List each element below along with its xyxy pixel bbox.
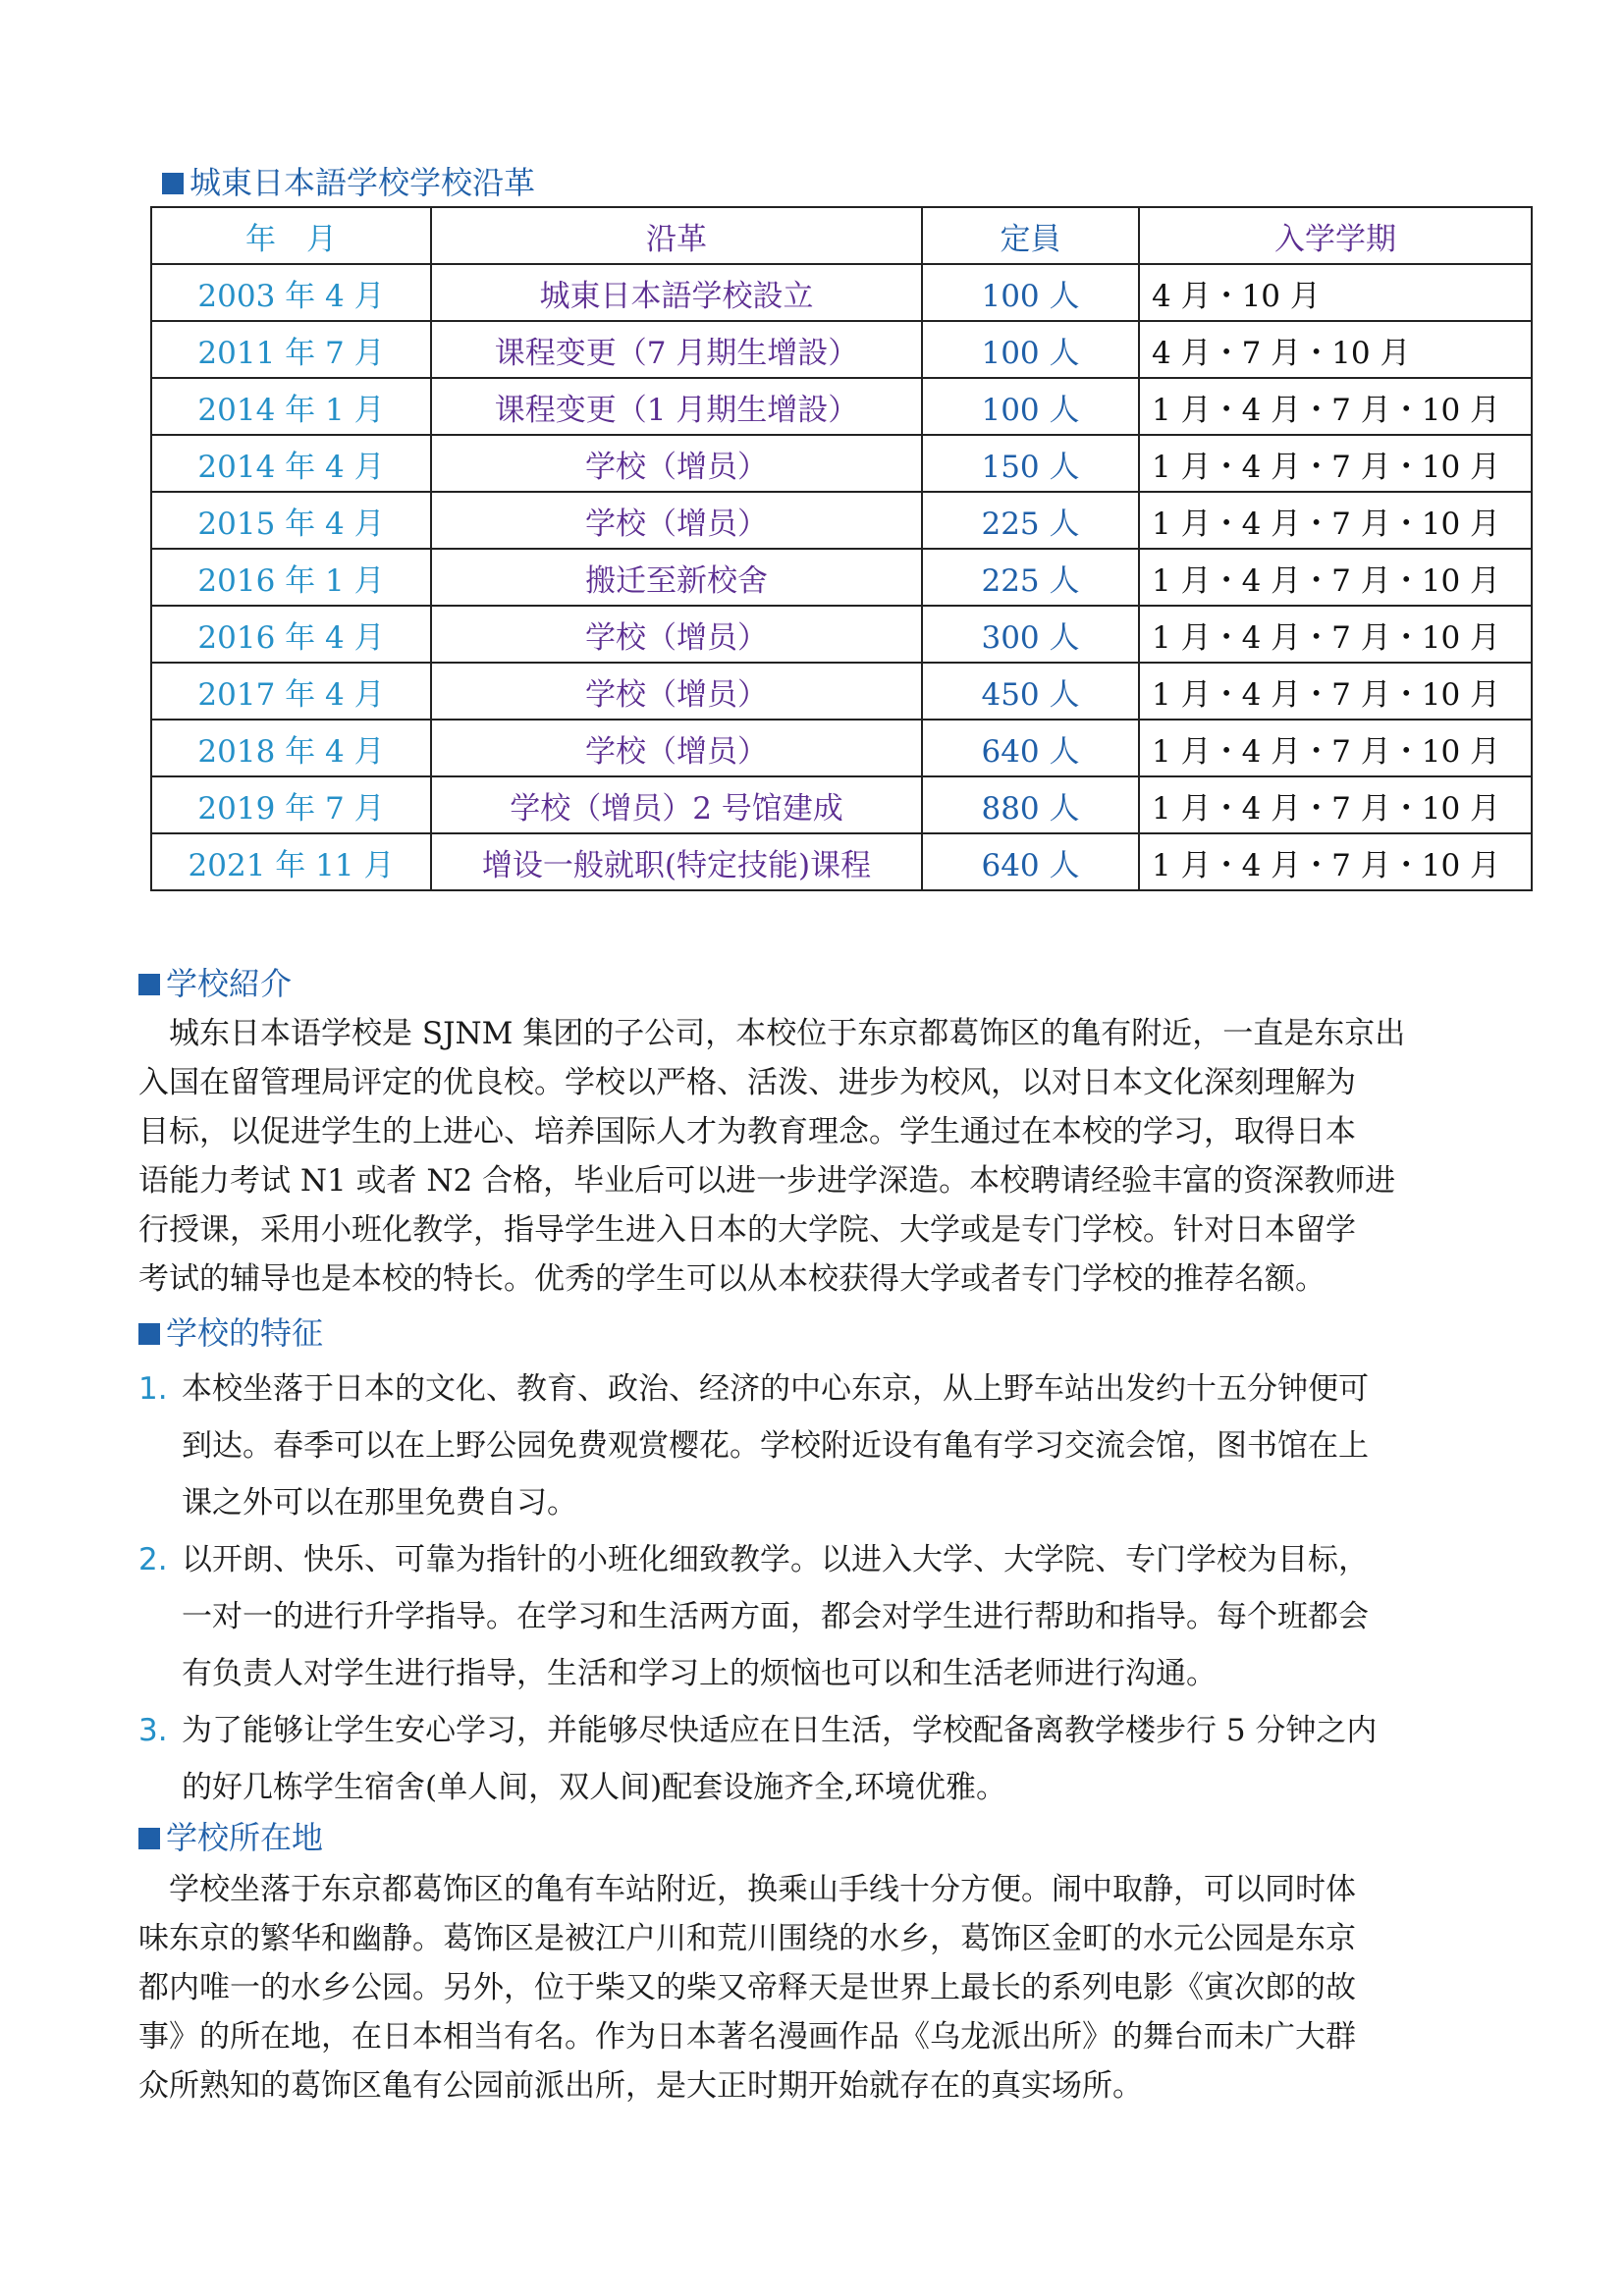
location-section-title: 学校所在地 xyxy=(138,1818,323,1857)
list-item-number: 1. xyxy=(138,1371,168,1407)
cell-history: 学校（增员） xyxy=(431,435,922,492)
cell-capacity: 640 人 xyxy=(922,833,1139,890)
text-line: 为了能够让学生安心学习，并能够尽快适应在日生活，学校配备离教学楼步行 5 分钟之内 xyxy=(182,1713,1378,1748)
table-row xyxy=(151,492,1532,549)
cell-capacity: 225 人 xyxy=(922,549,1139,606)
cell-history: 学校（增员） xyxy=(431,663,922,720)
text-line: 以开朗、快乐、可靠为指针的小班化细致教学。以进入大学、大学院、专门学校为目标， xyxy=(182,1542,1369,1577)
cell-capacity: 225 人 xyxy=(922,492,1139,549)
cell-capacity: 100 人 xyxy=(922,378,1139,435)
table-row xyxy=(151,663,1532,720)
cell-history: 学校（增员）2 号馆建成 xyxy=(431,776,922,833)
cell-year: 2014 年 1 月 xyxy=(151,378,431,435)
cell-term: 1 月・4 月・7 月・10 月 xyxy=(1139,720,1532,776)
cell-year: 2015 年 4 月 xyxy=(151,492,431,549)
header-year: 年 月 xyxy=(151,207,431,264)
text-line: 味东京的繁华和幽静。葛饰区是被江户川和荒川围绕的水乡，葛饰区金町的水元公园是东京 xyxy=(138,1921,1356,1956)
list-item-number: 2. xyxy=(138,1542,168,1577)
history-table xyxy=(150,206,1533,891)
intro-paragraph xyxy=(138,1009,1493,1304)
cell-year: 2016 年 1 月 xyxy=(151,549,431,606)
table-row xyxy=(151,264,1532,321)
text-line: 事》的所在地，在日本相当有名。作为日本著名漫画作品《乌龙派出所》的舞台而未广大群 xyxy=(138,2019,1356,2055)
list-item-text xyxy=(182,1531,1513,1702)
cell-term: 1 月・4 月・7 月・10 月 xyxy=(1139,833,1532,890)
cell-term: 1 月・4 月・7 月・10 月 xyxy=(1139,663,1532,720)
history-section-title: 城東日本語学校学校沿革 xyxy=(162,163,535,202)
square-bullet-icon xyxy=(162,173,184,194)
cell-year: 2018 年 4 月 xyxy=(151,720,431,776)
text-line: 入国在留管理局评定的优良校。学校以严格、活泼、进步为校风，以对日本文化深刻理解为 xyxy=(138,1065,1356,1100)
header-history: 沿革 xyxy=(431,207,922,264)
cell-capacity: 100 人 xyxy=(922,264,1139,321)
cell-capacity: 880 人 xyxy=(922,776,1139,833)
cell-history: 学校（增员） xyxy=(431,492,922,549)
table-row xyxy=(151,549,1532,606)
text-line: 众所熟知的葛饰区亀有公园前派出所，是大正时期开始就存在的真实场所。 xyxy=(138,2068,1143,2104)
list-item-text xyxy=(182,1361,1513,1531)
cell-history: 学校（增员） xyxy=(431,720,922,776)
square-bullet-icon xyxy=(138,1323,160,1345)
intro-section-title: 学校紹介 xyxy=(138,964,292,1003)
location-paragraph xyxy=(138,1865,1493,2110)
text-line: 考试的辅导也是本校的特长。优秀的学生可以从本校获得大学或者专门学校的推荐名额。 xyxy=(138,1261,1326,1297)
list-item-number: 3. xyxy=(138,1713,168,1748)
text-line: 目标，以促进学生的上进心、培养国际人才为教育理念。学生通过在本校的学习，取得日本 xyxy=(138,1114,1356,1149)
cell-year: 2019 年 7 月 xyxy=(151,776,431,833)
text-line: 课之外可以在那里免费自习。 xyxy=(182,1485,577,1521)
cell-capacity: 150 人 xyxy=(922,435,1139,492)
text-line: 城东日本语学校是 SJNM 集团的子公司，本校位于东京都葛饰区的亀有附近，一直是东京出 xyxy=(138,1016,1406,1051)
cell-capacity: 450 人 xyxy=(922,663,1139,720)
features-list xyxy=(138,1361,1513,1816)
cell-term: 1 月・4 月・7 月・10 月 xyxy=(1139,492,1532,549)
square-bullet-icon xyxy=(138,1828,160,1849)
list-item xyxy=(138,1702,1513,1816)
cell-term: 1 月・4 月・7 月・10 月 xyxy=(1139,378,1532,435)
table-row xyxy=(151,378,1532,435)
cell-history: 搬迁至新校舍 xyxy=(431,549,922,606)
cell-term: 1 月・4 月・7 月・10 月 xyxy=(1139,549,1532,606)
cell-year: 2003 年 4 月 xyxy=(151,264,431,321)
text-line: 的好几栋学生宿舍(单人间，双人间)配套设施齐全,环境优雅。 xyxy=(182,1770,1007,1805)
table-row xyxy=(151,606,1532,663)
list-item-text xyxy=(182,1702,1513,1816)
text-line: 到达。春季可以在上野公园免费观赏樱花。学校附近设有亀有学习交流会馆，图书馆在上 xyxy=(182,1428,1369,1464)
text-line: 行授课，采用小班化教学，指导学生进入日本的大学院、大学或是专门学校。针对日本留学 xyxy=(138,1212,1356,1248)
cell-year: 2011 年 7 月 xyxy=(151,321,431,378)
square-bullet-icon xyxy=(138,974,160,995)
list-item xyxy=(138,1531,1513,1702)
cell-history: 课程变更（1 月期生增設） xyxy=(431,378,922,435)
cell-capacity: 640 人 xyxy=(922,720,1139,776)
text-line: 学校坐落于东京都葛饰区的亀有车站附近，换乘山手线十分方便。闹中取静，可以同时体 xyxy=(138,1872,1356,1907)
cell-capacity: 100 人 xyxy=(922,321,1139,378)
table-row xyxy=(151,435,1532,492)
table-row xyxy=(151,776,1532,833)
table-row xyxy=(151,321,1532,378)
header-capacity: 定員 xyxy=(922,207,1139,264)
table-header-row xyxy=(151,207,1532,264)
header-term: 入学学期 xyxy=(1139,207,1532,264)
features-section-title: 学校的特征 xyxy=(138,1313,323,1353)
cell-term: 4 月・7 月・10 月 xyxy=(1139,321,1532,378)
cell-year: 2017 年 4 月 xyxy=(151,663,431,720)
cell-term: 1 月・4 月・7 月・10 月 xyxy=(1139,606,1532,663)
cell-history: 课程变更（7 月期生增設） xyxy=(431,321,922,378)
cell-term: 1 月・4 月・7 月・10 月 xyxy=(1139,435,1532,492)
text-line: 本校坐落于日本的文化、教育、政治、经济的中心东京，从上野车站出发约十五分钟便可 xyxy=(182,1371,1369,1407)
cell-term: 1 月・4 月・7 月・10 月 xyxy=(1139,776,1532,833)
list-item xyxy=(138,1361,1513,1531)
cell-year: 2014 年 4 月 xyxy=(151,435,431,492)
cell-year: 2016 年 4 月 xyxy=(151,606,431,663)
cell-year: 2021 年 11 月 xyxy=(151,833,431,890)
text-line: 有负责人对学生进行指导，生活和学习上的烦恼也可以和生活老师进行沟通。 xyxy=(182,1656,1217,1691)
cell-history: 城東日本語学校設立 xyxy=(431,264,922,321)
cell-term: 4 月・10 月 xyxy=(1139,264,1532,321)
cell-capacity: 300 人 xyxy=(922,606,1139,663)
cell-history: 增设一般就职(特定技能)课程 xyxy=(431,833,922,890)
text-line: 语能力考试 N1 或者 N2 合格，毕业后可以进一步进学深造。本校聘请经验丰富的资深教师进 xyxy=(138,1163,1396,1199)
table-row xyxy=(151,720,1532,776)
cell-history: 学校（增员） xyxy=(431,606,922,663)
table-row xyxy=(151,833,1532,890)
text-line: 一对一的进行升学指导。在学习和生活两方面，都会对学生进行帮助和指导。每个班都会 xyxy=(182,1599,1369,1634)
text-line: 都内唯一的水乡公园。另外，位于柴又的柴又帝释天是世界上最长的系列电影《寅次郎的故 xyxy=(138,1970,1356,2005)
